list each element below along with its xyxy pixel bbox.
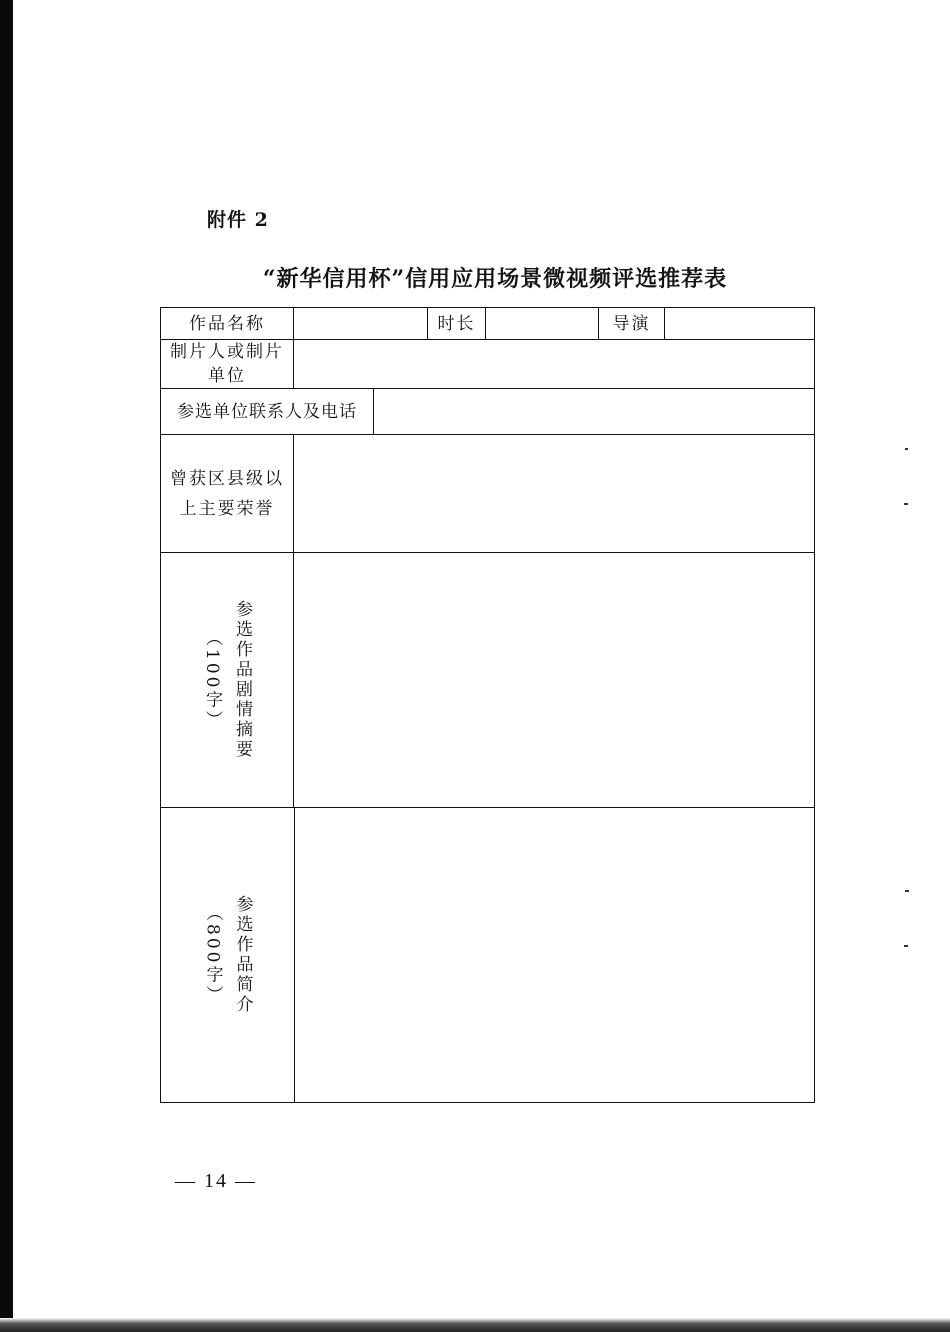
scan-speck [904,503,908,505]
honors-label-line2: 上主要荣誉 [179,498,275,519]
producer-label [161,340,294,388]
row-work-info [161,308,814,340]
honors-label [161,435,294,552]
synopsis-label-main: 参选作品剧情摘要 [232,600,252,760]
contact-label: 参选单位联系人及电话 [161,389,374,434]
contact-field[interactable] [374,389,814,434]
scan-speck [905,890,909,892]
synopsis-label-limit: （100字） [202,629,222,731]
honors-label-line1: 曾获区县级以 [170,468,284,489]
page-number: — 14 — [175,1170,257,1192]
row-synopsis [161,553,814,808]
synopsis-label [161,553,294,807]
director-label: 导演 [599,308,665,339]
director-field[interactable] [665,308,814,339]
scan-speck [904,945,908,947]
introduction-field[interactable] [295,808,814,1102]
work-name-label: 作品名称 [161,308,294,339]
introduction-label [161,808,295,1102]
producer-field[interactable] [294,340,814,388]
attachment-label: 附件 2 [207,209,269,231]
scan-edge-left [0,0,13,1332]
row-introduction [161,808,814,1102]
recommendation-form [160,307,815,1103]
work-name-field[interactable] [294,308,428,339]
scan-speck [905,448,908,450]
duration-field[interactable] [486,308,599,339]
scan-edge-bottom [0,1318,950,1332]
honors-field[interactable] [294,435,814,552]
producer-label-line1: 制片人或制片 [170,342,284,362]
row-contact [161,389,814,435]
introduction-label-limit: （800字） [202,904,223,1006]
duration-label: 时长 [428,308,486,339]
row-producer [161,340,814,389]
synopsis-field[interactable] [294,553,814,807]
row-honors [161,435,814,553]
introduction-label-main: 参选作品简介 [232,895,253,1015]
producer-label-line2: 单位 [208,366,246,386]
page-title: “新华信用杯”信用应用场景微视频评选推荐表 [262,266,728,292]
